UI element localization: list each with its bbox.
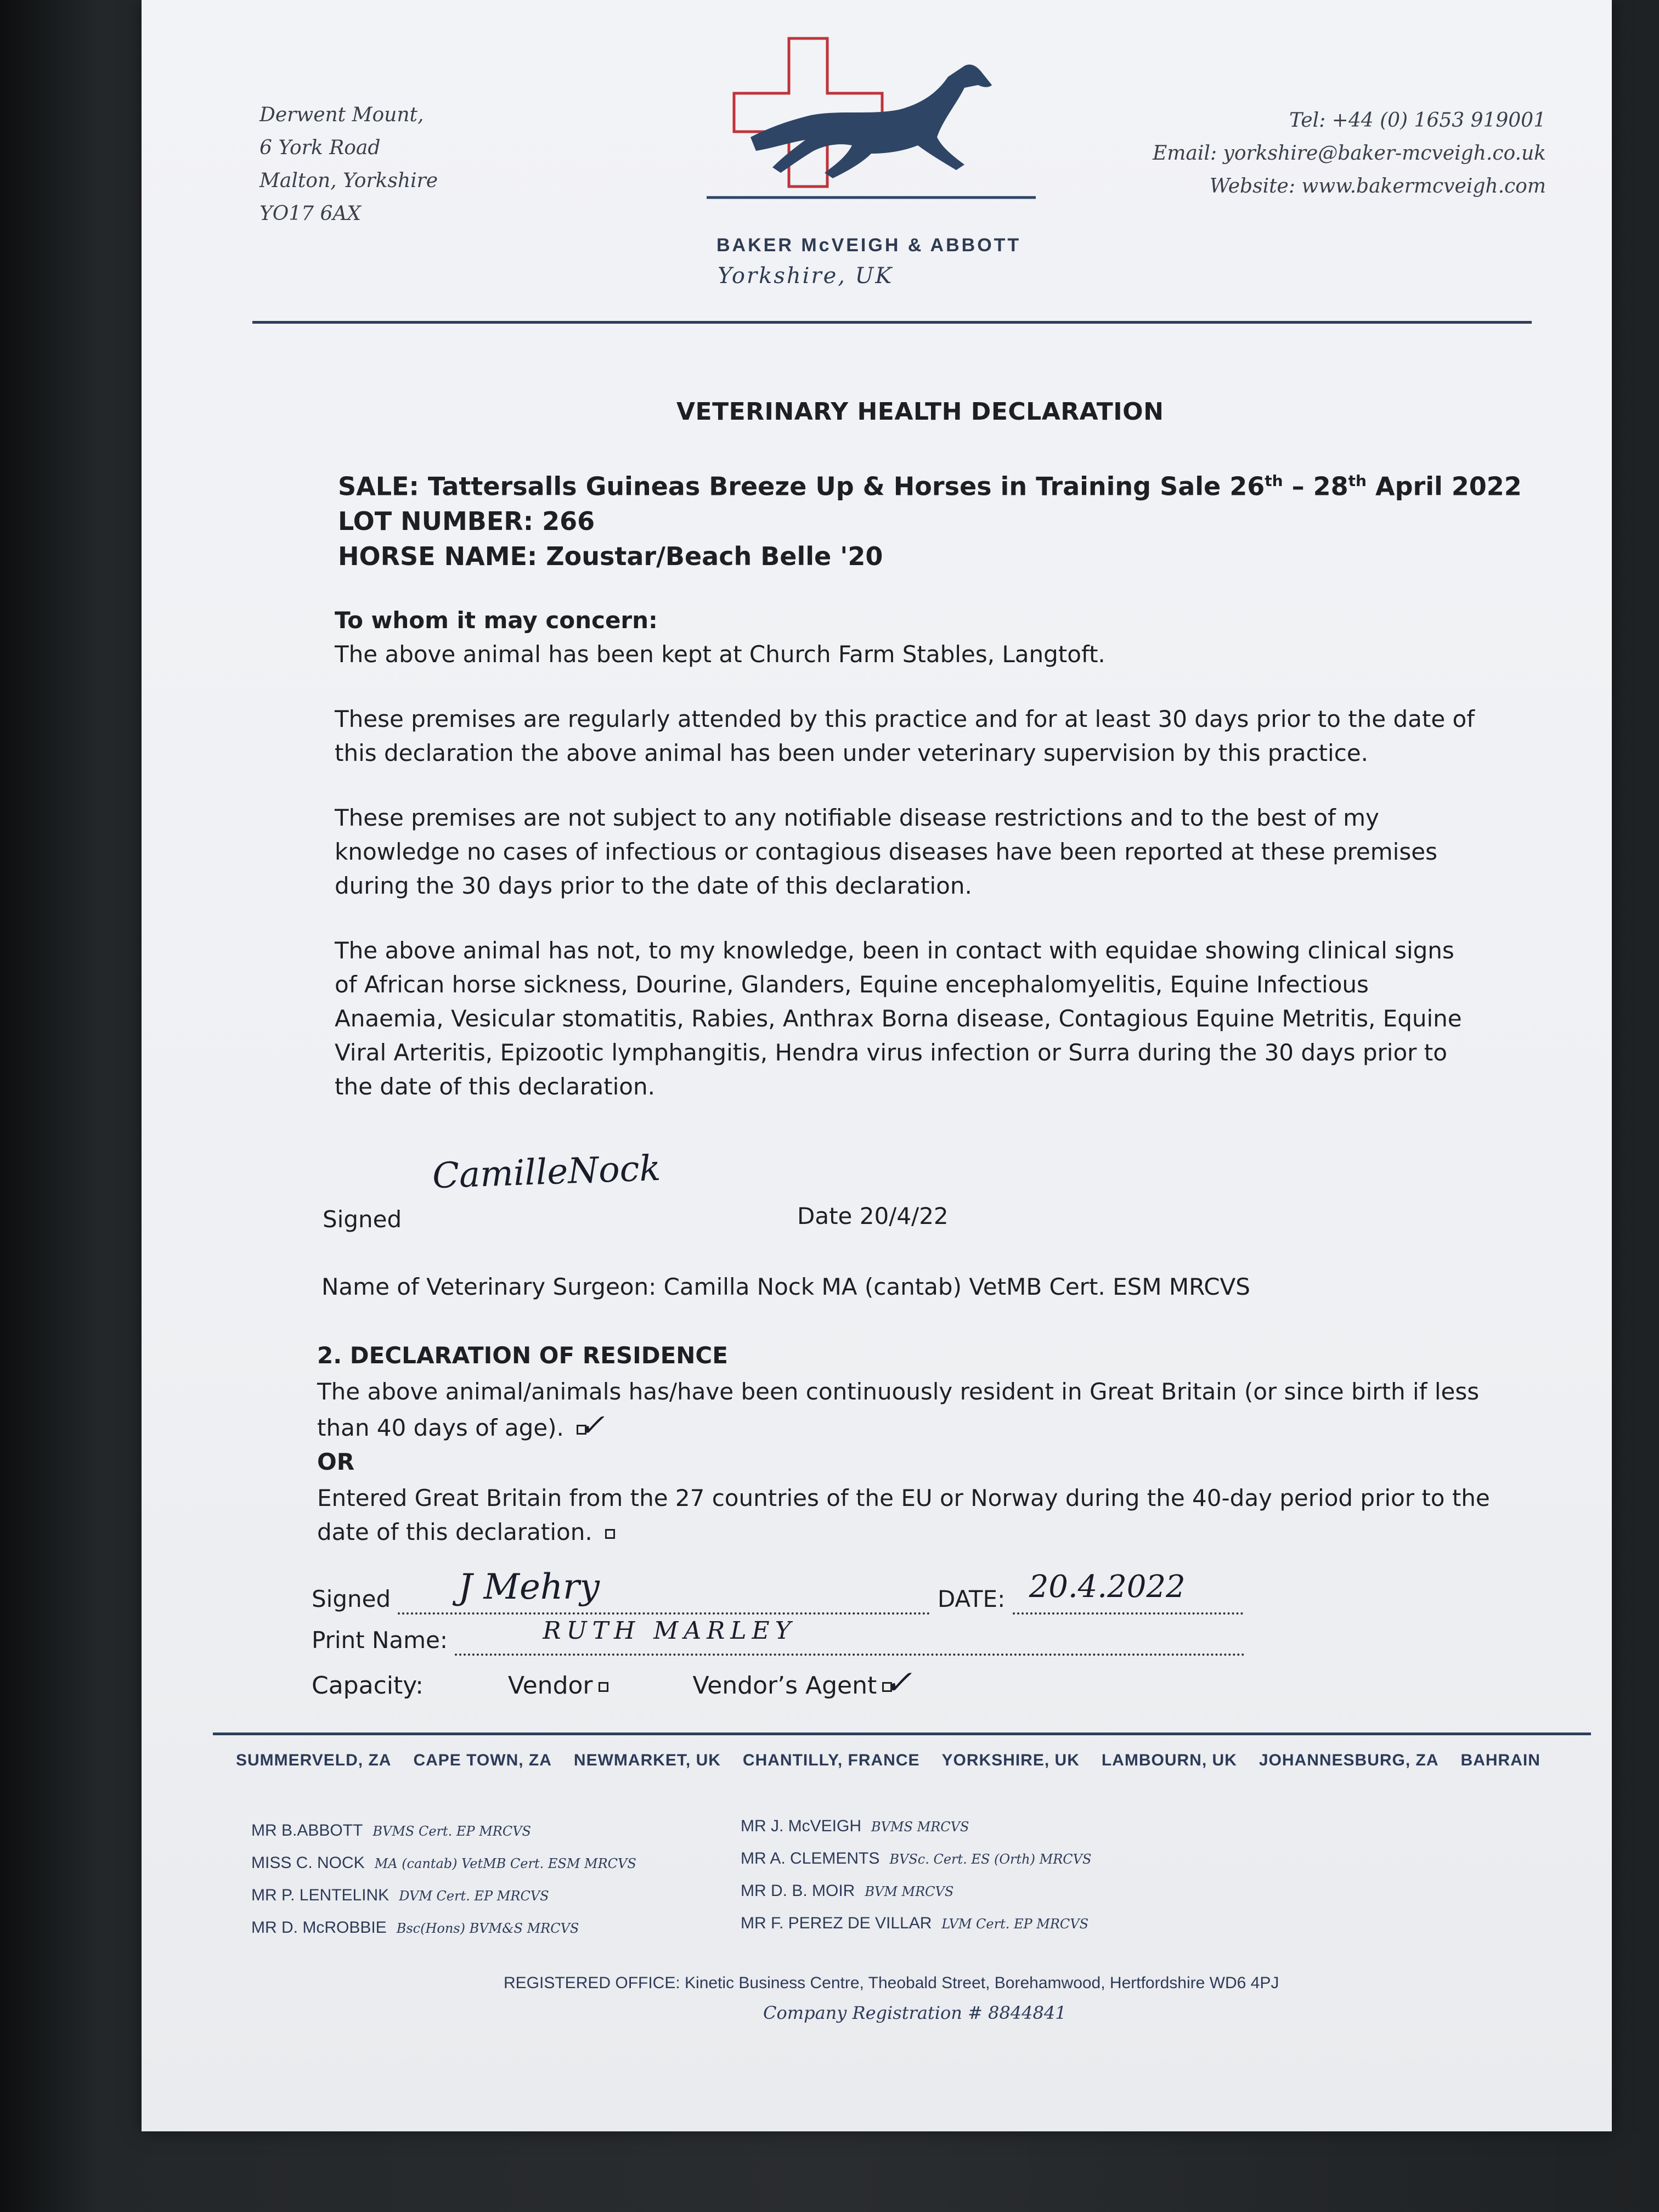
staff-entry: MR J. McVEIGH BVMS MRCVS xyxy=(741,1817,969,1835)
sale-line: SALE: Tattersalls Guineas Breeze Up & Horses in Training Sale 26th – 28th April 2022 xyxy=(338,471,1522,501)
residence-or: OR xyxy=(317,1448,355,1475)
print-name-row xyxy=(312,1617,1245,1656)
staff-entry: MR D. McROBBIE Bsc(Hons) BVM&S MRCVS xyxy=(251,1918,579,1937)
lot-number: LOT NUMBER: 266 xyxy=(338,506,595,537)
residence-date-label: DATE: xyxy=(937,1585,1006,1612)
email-line: Email: yorkshire@baker-mcveigh.co.uk xyxy=(1153,142,1546,165)
cross-horse-logo-icon xyxy=(707,33,1047,214)
firm-name: BAKER McVEIGH & ABBOTT xyxy=(716,235,1022,256)
agent-check-mark: ✓ xyxy=(884,1663,912,1702)
residence-option-2: Entered Great Britain from the 27 countries of the EU or Norway during the 40-day period prior to the date of this declaration. xyxy=(317,1485,1490,1545)
staff-entry: MR F. PEREZ DE VILLAR LVM Cert. EP MRCVS xyxy=(741,1914,1089,1932)
vendors-agent-label: Vendor’s Agent xyxy=(692,1672,877,1700)
location-item: NEWMARKET, UK xyxy=(573,1751,721,1769)
residence-section xyxy=(317,1339,1491,1549)
residence-date-value: 20.4.2022 xyxy=(1029,1569,1186,1605)
address-line: Derwent Mount, xyxy=(259,104,424,126)
location-item: CHANTILLY, FRANCE xyxy=(742,1751,920,1769)
location-item: SUMMERVELD, ZA xyxy=(236,1751,392,1769)
vet-signature: CamilleNock xyxy=(431,1148,662,1197)
vet-surgeon-name: Name of Veterinary Surgeon: Camilla Nock MA (cantab) VetMB Cert. ESM MRCVS xyxy=(321,1273,1250,1300)
declaration-page xyxy=(142,0,1612,2131)
location-item: YORKSHIRE, UK xyxy=(941,1751,1080,1769)
firm-location: Yorkshire, UK xyxy=(718,263,894,289)
logo xyxy=(707,33,1047,214)
body-paragraph: The above animal has been kept at Church Farm Stables, Langtoft. xyxy=(335,641,1105,668)
location-item: CAPE TOWN, ZA xyxy=(413,1751,552,1769)
residence-signed-label: Signed xyxy=(312,1585,391,1612)
body-paragraph: These premises are regularly attended by this practice and for at least 30 days prior to the date of this declaration the above animal has been under veterinary supervision by this practice. xyxy=(335,706,1475,766)
address-line: Malton, Yorkshire xyxy=(259,170,438,192)
staff-entry: MR P. LENTELINK DVM Cert. EP MRCVS xyxy=(251,1886,549,1904)
staff-right-column xyxy=(741,1810,1091,1940)
phone-line: Tel: +44 (0) 1653 919001 xyxy=(1289,109,1546,132)
staff-entry: MR A. CLEMENTS BVSc. Cert. ES (Orth) MRCVS xyxy=(741,1849,1092,1867)
address-block xyxy=(259,99,438,230)
residence-signed-row xyxy=(312,1567,1243,1615)
print-name-label: Print Name: xyxy=(312,1627,448,1654)
vendor-checkbox[interactable] xyxy=(599,1682,608,1692)
vet-signed-label: Signed xyxy=(323,1206,402,1233)
residence-option-1: The above animal/animals has/have been continuously resident in Great Britain (or since birth if less than 40 days of age). ✓ xyxy=(317,1378,1480,1443)
website-line: Website: www.bakermcveigh.com xyxy=(1209,175,1546,198)
locations-row xyxy=(236,1751,1541,1770)
declaration-body xyxy=(335,603,1476,1104)
body-paragraph: The above animal has not, to my knowledge, been in contact with equidae showing clinical signs of African horse sickness, Dourine, Glanders, Equine encephalomyelitis, Equine Infectious Anaemia, Vesicular stomatitis, Rabies, Anthrax Borna disease, Contagious Equine Metritis, Equine Viral Arteritis, Epizootic lymphangitis, Hendra virus infection or Surra during the 30 days prior to the date of this declaration. xyxy=(335,937,1462,1100)
resident-check-mark: ✓ xyxy=(579,1408,605,1443)
staff-entry: MR D. B. MOIR BVM MRCVS xyxy=(741,1882,954,1900)
company-registration: Company Registration # 8844841 xyxy=(763,2002,1066,2023)
header-divider xyxy=(252,321,1532,324)
residence-signature: J Mehry xyxy=(458,1567,600,1607)
residence-date-line xyxy=(1013,1569,1243,1615)
sale-details xyxy=(338,464,1522,574)
entered-checkbox[interactable] xyxy=(605,1529,615,1539)
vendor-label: Vendor xyxy=(507,1672,593,1700)
horse-name: HORSE NAME: Zoustar/Beach Belle '20 xyxy=(338,541,883,572)
document-title: VETERINARY HEALTH DECLARATION xyxy=(676,398,1164,426)
residence-heading: 2. DECLARATION OF RESIDENCE xyxy=(317,1342,728,1369)
capacity-row xyxy=(312,1663,912,1702)
print-name-value: RUTH MARLEY xyxy=(543,1617,797,1645)
staff-left-column xyxy=(251,1815,636,1944)
residence-signature-line xyxy=(398,1567,930,1615)
address-line: YO17 6AX xyxy=(259,202,362,225)
body-paragraph: These premises are not subject to any notifiable disease restrictions and to the best of my knowledge no cases of infectious or contagious diseases have been reported at these premises during the 30 days prior to the date of this declaration. xyxy=(335,804,1437,899)
vet-date: Date 20/4/22 xyxy=(797,1203,949,1229)
capacity-label: Capacity: xyxy=(312,1672,424,1700)
location-item: LAMBOURN, UK xyxy=(1101,1751,1237,1769)
staff-entry: MISS C. NOCK MA (cantab) VetMB Cert. ESM MRCVS xyxy=(251,1854,636,1872)
contact-block xyxy=(1153,104,1546,203)
staff-entry: MR B.ABBOTT BVMS Cert. EP MRCVS xyxy=(251,1821,531,1839)
salutation: To whom it may concern: xyxy=(335,607,658,634)
location-item: BAHRAIN xyxy=(1460,1751,1541,1769)
print-name-line xyxy=(455,1617,1245,1656)
footer-divider xyxy=(213,1733,1591,1735)
registered-office: REGISTERED OFFICE: Kinetic Business Centre, Theobald Street, Borehamwood, Hertfordshire WD6 4PJ xyxy=(504,1974,1279,1992)
location-item: JOHANNESBURG, ZA xyxy=(1259,1751,1439,1769)
address-line: 6 York Road xyxy=(259,137,381,159)
